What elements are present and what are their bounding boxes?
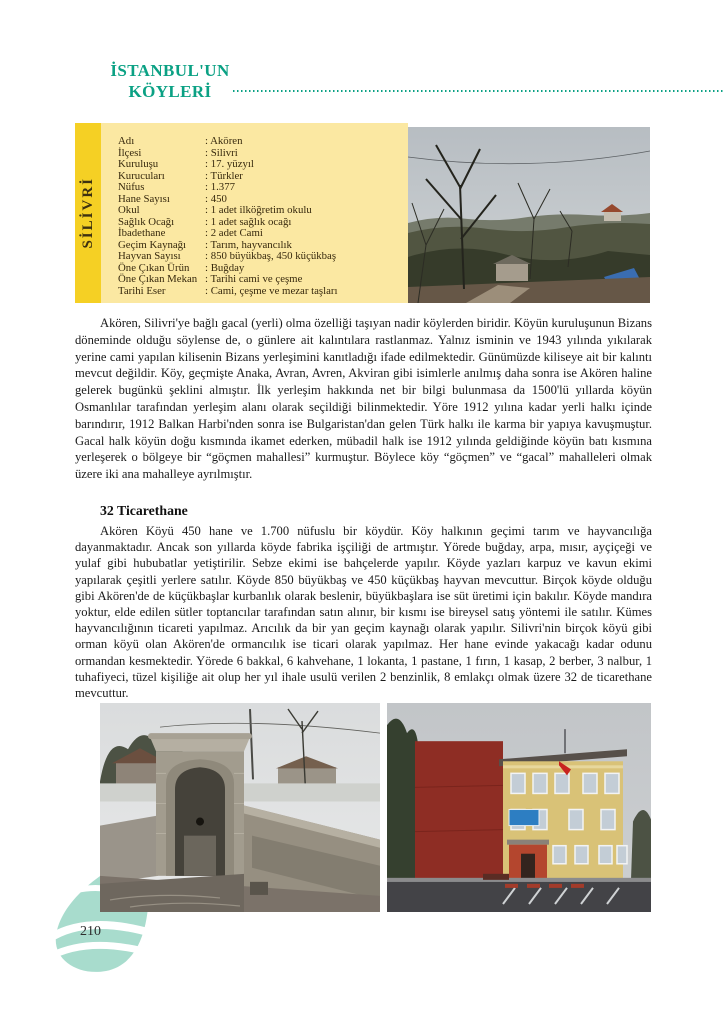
info-label: Kuruluşu bbox=[118, 158, 159, 170]
info-value: : 1.377 bbox=[205, 181, 235, 193]
section-paragraph: Akören Köyü 450 hane ve 1.700 nüfuslu bir köydür. Köy halkının geçimi tarım ve hayvancılığa dayanmaktadır. Ancak son yıllarda köyde fabrika işçiliği de artmıştır. Yörede buğday, arpa, mısır, ayçiçeği ve yulaf gibi hububatlar yetiştirilir. Sebze ekimi ise bahçelerde yapılır. Köyde yazları karpuz ve kavun ekimi yapılarak çeşitli yerlere satılır. Köyde 850 büyükbaş ve 450 küçükbaş hayvan mevcuttur. Birçok köyde olduğu gibi Akören'de de küçükbaşlar kurbanlık olarak beslenir, büyükbaşlara ise süt üretimi için bakılır. Köyde mandıra yoktur, elde edilen sütler toptancılar tarafından satın alınır, bir kısmı ise bireysel satış yöntemi ile satılır. Kümes hayvancılığının ticareti yapılmaz. Arıcılık da bir yan geçim kaynağı olarak yapılır. Silivri'nin birçok köyü gibi orman köyü olan Akören'de ormancılık ise ticari olarak yapılmaz. Her hane evinde yakacağı kadar odunu ormandan kesmektedir. Yörede 6 bakkal, 6 kahvehane, 1 lokanta, 1 pastane, 1 fırın, 1 kasap, 2 berber, 3 nalbur, 1 tuhafiyeci, tüzel kişiliğe ait olup her yıl ihale usulü verilen 2 benzinlik, 8 emlakçı olmak üzere 32 de ticarethane mevcuttur. bbox=[75, 524, 652, 701]
info-label: Nüfus bbox=[118, 181, 145, 193]
info-row bbox=[118, 251, 404, 263]
info-label: Okul bbox=[118, 204, 140, 216]
info-label: İlçesi bbox=[118, 146, 142, 159]
info-row bbox=[118, 205, 404, 217]
info-label: Adı bbox=[118, 135, 135, 147]
title-line-2: KÖYLERİ bbox=[128, 82, 212, 101]
info-label: Hayvan Sayısı bbox=[118, 250, 181, 262]
info-row bbox=[118, 159, 404, 171]
info-row bbox=[118, 228, 404, 240]
info-value: : Tarım, hayvancılık bbox=[205, 238, 292, 251]
village-landscape-photo bbox=[408, 127, 650, 303]
school-building-photo bbox=[387, 703, 651, 912]
intro-paragraph: Akören, Silivri'ye bağlı gacal (yerli) olma özelliği taşıyan nadir köylerden biridir. Köyün kuruluşunun Bizans döneminde olduğu söylense de, o günlere ait kalıntılara rastlanmaz. Yalnız isminin ve 1943 yılında yıkılarak yerine cami yapılan kilisenin Bizans yerleşimini kanıtladığı ifade edilmektedir. Günümüzde kiliseye ait bir kalıntı mevcut değildir. Köy, geçmişte Anaka, Avran, Avren, Akviran gibi isimlerle anılmış daha sonra ise Akören haline gelerek bugünkü şeklini almıştır. İlk yerleşim hakkında net bir bilgi bulunmasa da 1500'lü yıllarda köyün Osmanlılar tarafından yerleşim alanı olarak seçildiği bilinmektedir. Yöre 1912 yılına kadar yerli halkı içinde barındırır, 1912 Balkan Harbi'nden sonra ise Bulgaristan'dan gelen Türk halkı ile karma bir yapıya kavuşmuştur. Gacal halk köyün doğu kısmında ikamet ederken, mübadil halk ise 1912 yılında geldiğinde köyün batı kısmına yerleşerek o bölgeye bir “göçmen mahallesi” kurmuştur. Böylece köy “göçmen” ve “gacal” mahalleleri olmak üzere iki ana mahalleye ayrılmıştır. bbox=[75, 316, 652, 482]
info-row bbox=[118, 136, 404, 148]
info-value: : 1 adet ilköğretim okulu bbox=[205, 204, 312, 216]
info-label: Kurucuları bbox=[118, 169, 165, 182]
info-row bbox=[118, 274, 404, 286]
info-label: İbadethane bbox=[118, 227, 166, 239]
info-value: : Akören bbox=[205, 135, 243, 147]
district-label: SİLİVRİ bbox=[79, 177, 96, 249]
info-value: : 450 bbox=[205, 192, 227, 205]
info-label: Öne Çıkan Mekan bbox=[118, 273, 198, 285]
info-row bbox=[118, 182, 404, 194]
info-row bbox=[118, 171, 404, 183]
info-value: : Cami, çeşme ve mezar taşları bbox=[205, 284, 338, 297]
info-label: Tarihi Eser bbox=[118, 284, 166, 297]
info-row bbox=[118, 148, 404, 160]
info-value: : Silivri bbox=[205, 146, 238, 159]
info-row bbox=[118, 286, 404, 298]
info-value: : 1 adet sağlık ocağı bbox=[205, 215, 292, 228]
info-value: : Buğday bbox=[205, 261, 245, 274]
district-strip bbox=[75, 123, 101, 303]
info-label: Öne Çıkan Ürün bbox=[118, 261, 190, 274]
page-title bbox=[98, 60, 242, 102]
page-number: 210 bbox=[80, 924, 101, 939]
info-value: : Türkler bbox=[205, 169, 243, 182]
info-value: : 850 büyükbaş, 450 küçükbaş bbox=[205, 250, 337, 262]
village-info-panel bbox=[101, 123, 408, 303]
section-heading: 32 Ticarethane bbox=[100, 503, 188, 518]
historic-fountain-photo bbox=[100, 703, 380, 912]
dotted-divider bbox=[233, 90, 724, 92]
info-value: : Tarihi cami ve çeşme bbox=[205, 273, 303, 285]
info-label: Hane Sayısı bbox=[118, 192, 170, 205]
info-value: : 2 adet Cami bbox=[205, 227, 263, 239]
info-value: : 17. yüzyıl bbox=[205, 158, 254, 170]
title-line-1: İSTANBUL'UN bbox=[110, 61, 230, 80]
info-label: Geçim Kaynağı bbox=[118, 238, 187, 251]
info-label: Sağlık Ocağı bbox=[118, 215, 175, 228]
